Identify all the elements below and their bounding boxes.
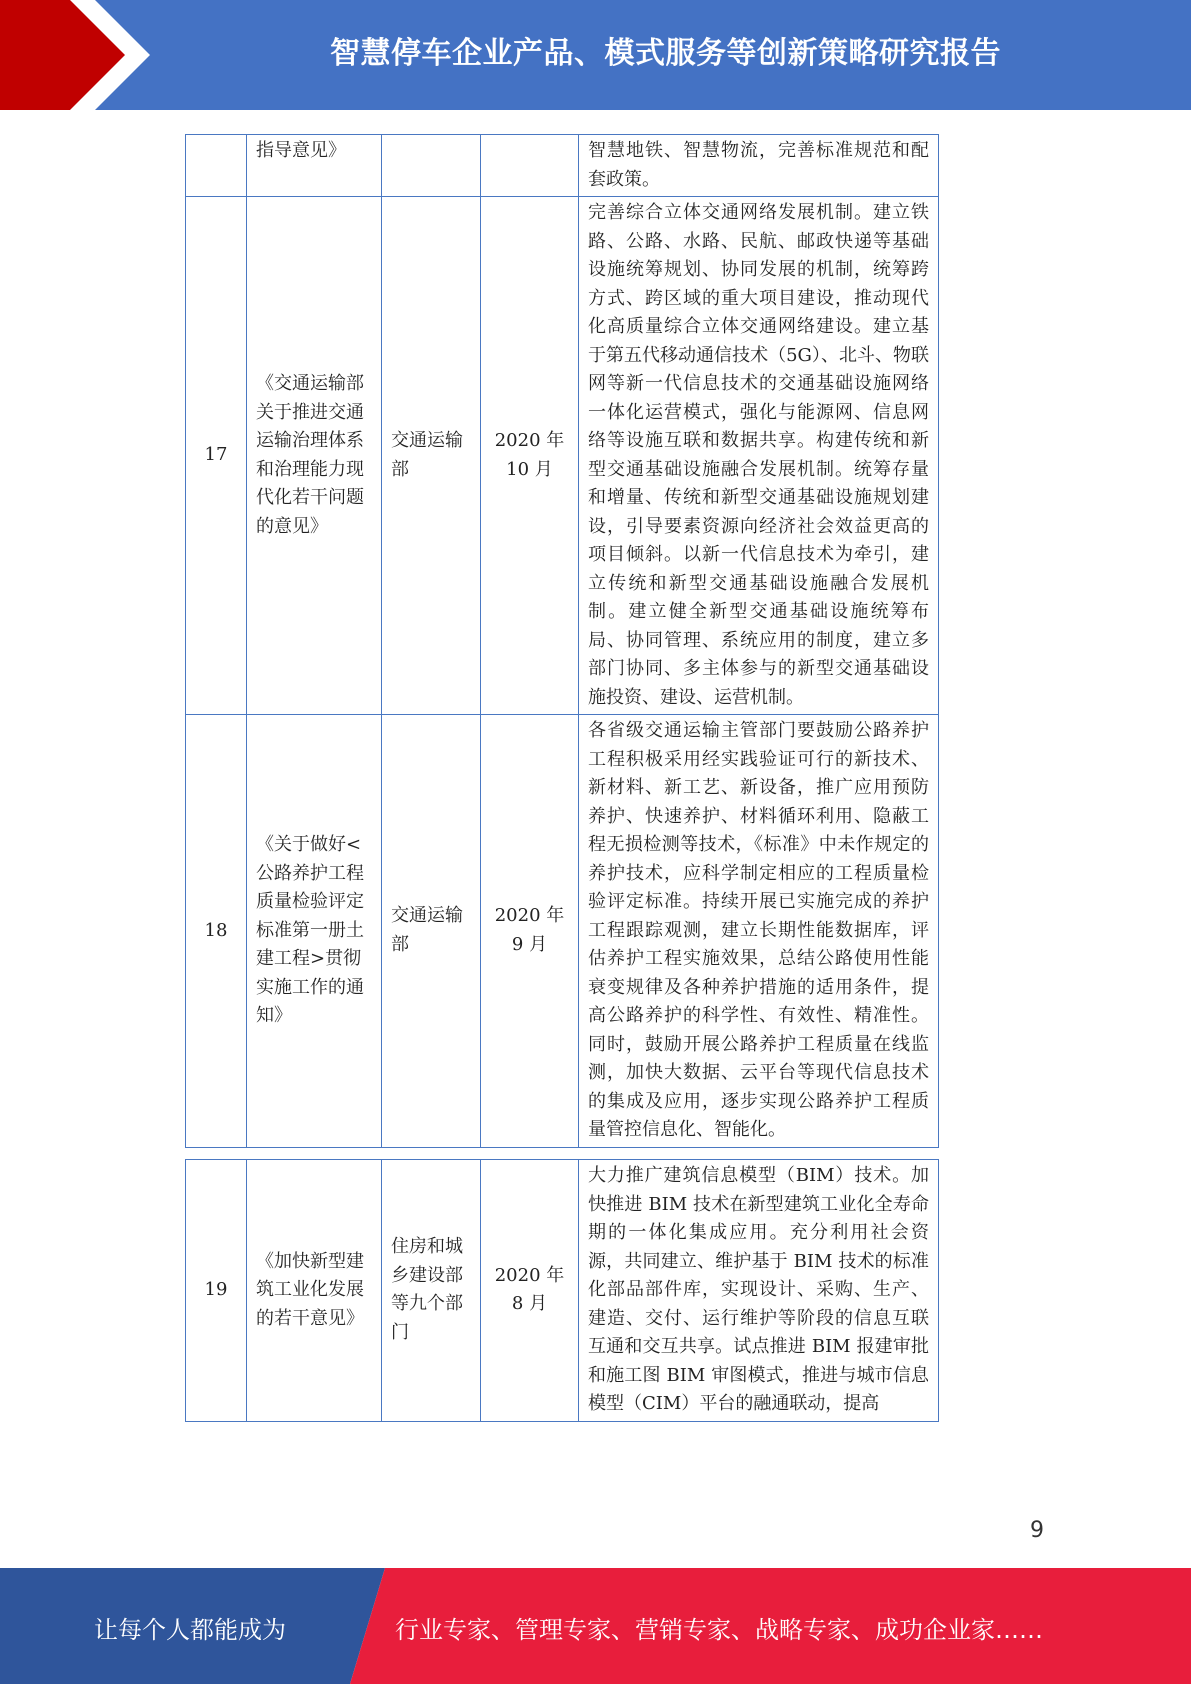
issue-date: 2020 年 9 月 [481,715,579,1148]
policy-name: 指导意见》 [247,135,382,197]
footer-slogan-right: 行业专家、管理专家、营销专家、战略专家、成功企业家…… [395,1616,1043,1644]
policy-table-next [185,1159,939,1422]
row-number: 18 [186,715,247,1148]
row-number [186,135,247,197]
table-row [186,1160,939,1422]
policy-name: 《加快新型建筑工业化发展的若干意见》 [247,1160,382,1422]
policy-content: 智慧地铁、智慧物流，完善标准规范和配套政策。 [579,135,939,197]
policy-name: 《关于做好<公路养护工程质量检验评定标准第一册土建工程>贯彻实施工作的通知》 [247,715,382,1148]
policy-content: 大力推广建筑信息模型（BIM）技术。加快推进 BIM 技术在新型建筑工业化全寿命期的一体化集成应用。充分利用社会资源，共同建立、维护基于 BIM 技术的标准化部品部件库，实现设计、采购、生产、建造、交付、运行维护等阶段的信息互联互通和交互共享。试点推进 BIM 报建审批和施工图 BIM 审图模式，推进与城市信息模型（CIM）平台的融通联动，提高 [579,1160,939,1422]
issue-date: 2020 年 8 月 [481,1160,579,1422]
footer-slogan-left: 让每个人都能成为 [94,1616,286,1644]
issuing-department [382,135,481,197]
page-header [0,0,1191,110]
policy-content: 各省级交通运输主管部门要鼓励公路养护工程积极采用经实践验证可行的新技术、新材料、新工艺、新设备，推广应用预防养护、快速养护、材料循环利用、隐蔽工程无损检测等技术，《标准》中未作规定的养护技术，应科学制定相应的工程质量检验评定标准。持续开展已实施完成的养护工程跟踪观测，建立长期性能数据库，评估养护工程实施效果，总结公路使用性能衰变规律及各种养护措施的适用条件，提高公路养护的科学性、有效性、精准性。同时，鼓励开展公路养护工程质量在线监测，加快大数据、云平台等现代信息技术的集成及应用，逐步实现公路养护工程质量管控信息化、智能化。 [579,715,939,1148]
issue-date: 2020 年 10 月 [481,197,579,715]
policy-name: 《交通运输部关于推进交通运输治理体系和治理能力现代化若干问题的意见》 [247,197,382,715]
page-number: 9 [1030,1518,1044,1543]
report-title: 智慧停车企业产品、模式服务等创新策略研究报告 [330,36,1001,71]
policy-table-continued [185,134,939,1148]
issuing-department: 交通运输部 [382,715,481,1148]
issuing-department: 住房和城乡建设部等九个部门 [382,1160,481,1422]
table-row [186,197,939,715]
issuing-department: 交通运输部 [382,197,481,715]
table-row [186,135,939,197]
issue-date [481,135,579,197]
table-row [186,715,939,1148]
row-number: 19 [186,1160,247,1422]
page-footer [0,1568,1191,1684]
row-number: 17 [186,197,247,715]
header-chevron-icon [0,0,160,110]
policy-content: 完善综合立体交通网络发展机制。建立铁路、公路、水路、民航、邮政快递等基础设施统筹规划、协同发展的机制，统筹跨方式、跨区域的重大项目建设，推动现代化高质量综合立体交通网络建设。建立基于第五代移动通信技术（5G）、北斗、物联网等新一代信息技术的交通基础设施网络一体化运营模式，强化与能源网、信息网络等设施互联和数据共享。构建传统和新型交通基础设施融合发展机制。统筹存量和增量、传统和新型交通基础设施规划建设，引导要素资源向经济社会效益更高的项目倾斜。以新一代信息技术为牵引，建立传统和新型交通基础设施融合发展机制。建立健全新型交通基础设施统筹布局、协同管理、系统应用的制度，建立多部门协同、多主体参与的新型交通基础设施投资、建设、运营机制。 [579,197,939,715]
